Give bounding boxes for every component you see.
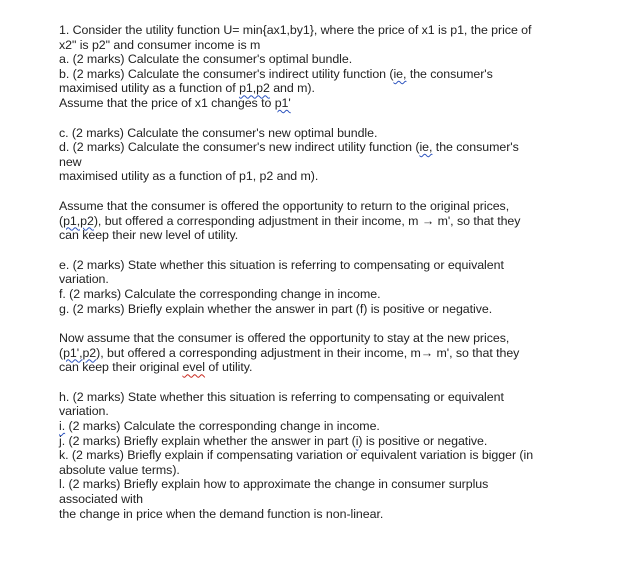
assume-price-change [59,96,599,111]
part-e-line-2: variation. [59,272,109,287]
question-intro-line-1: 1. Consider the utility function U= min{ax1,by1}, where the price of x1 is p1, the price of [59,23,532,37]
part-h-line-1: h. (2 marks) State whether this situation is referring to compensating or equivalent [59,389,504,404]
part-b-text: b. (2 marks) Calculate the consumer's indirect utility function ( [59,66,394,81]
stay-text-end: ), but offered a corresponding adjustment in their income, m→ m', so that they [96,345,520,360]
part-c: c. (2 marks) Calculate the consumer's new optimal bundle. [59,125,378,140]
stay-text: can keep their original [59,360,183,375]
stay-text-end: of utility. [205,360,253,375]
question-intro-line-2: x2" is p2" and consumer income is m [59,37,261,52]
part-k-line-2: absolute value terms). [59,462,180,477]
part-f: f. (2 marks) Calculate the corresponding change in income. [59,286,381,301]
ie-spellcheck-word: ie, [419,140,433,155]
ie-spellcheck-word: ie, [393,66,407,81]
part-l-line-1: l. (2 marks) Briefly explain how to approximate the change in consumer surplus [59,477,489,492]
part-h-line-2: variation. [59,404,109,419]
paragraph-gap [59,243,599,258]
p1p2-spellcheck-word: p1,p2 [239,81,270,96]
paragraph-gap [59,375,599,390]
part-d-text: d. (2 marks) Calculate the consumer's new indirect utility function ( [59,140,420,155]
part-j [59,434,599,449]
paragraph-gap [59,184,599,199]
stay-para-line-3 [59,360,599,375]
return-text: ( [59,213,64,228]
assume-text: Assume that the price of x1 changes to [59,95,275,110]
evel-spellcheck-word: evel [182,360,206,375]
part-d-line-2: new [59,154,82,169]
i-ref-spellcheck-word: i [355,433,359,448]
stay-para-line-1: Now assume that the consumer is offered the opportunity to stay at the new prices, [59,331,510,346]
part-k-line-1: k. (2 marks) Briefly explain if compensating variation or equivalent variation is bigger (in [59,448,534,463]
return-para-line-3: can keep their new level of utility. [59,228,239,243]
part-g: g. (2 marks) Briefly explain whether the answer in part (f) is positive or negative. [59,301,493,316]
part-j-text: j. (2 marks) Briefly explain whether the answer in part ( [59,433,356,448]
part-l-line-2: associated with [59,492,143,507]
paragraph-gap [59,111,599,126]
part-b-text-end: the consumer's [406,66,493,81]
part-d-line-1 [59,140,599,155]
p1prime-p2-spellcheck-word: p1',p2 [63,345,97,360]
return-text-end: ), but offered a corresponding adjustment in their income, m → m', so that they [93,213,521,228]
part-d-line-3: maximised utility as a function of p1, p2 and m). [59,169,319,184]
paragraph-gap [59,316,599,331]
stay-para-line-2 [59,346,599,361]
part-i [59,419,599,434]
part-b-line-2 [59,81,599,96]
part-d-text-end: the consumer's [432,140,519,155]
i-spellcheck-word: i. [59,419,66,434]
p1prime-spellcheck-word: p1' [274,95,291,110]
part-j-text-end: ) is positive or negative. [358,433,488,448]
part-e-line-1: e. (2 marks) State whether this situation is referring to compensating or equivalent [59,257,504,272]
part-a: a. (2 marks) Calculate the consumer's optimal bundle. [59,52,353,67]
stay-text: ( [59,345,64,360]
part-l-line-3: the change in price when the demand function is non-linear. [59,506,384,521]
part-i-text: (2 marks) Calculate the corresponding change in income. [65,419,380,434]
question-document [59,23,599,521]
return-para-line-1: Assume that the consumer is offered the opportunity to return to the original prices, [59,198,510,213]
return-para-line-2 [59,214,599,229]
part-b-text-end: and m). [269,81,315,96]
part-b-line-1 [59,67,599,82]
p1p2-spellcheck-word: p1,p2 [63,213,94,228]
part-b-text: maximised utility as a function of [59,81,240,96]
